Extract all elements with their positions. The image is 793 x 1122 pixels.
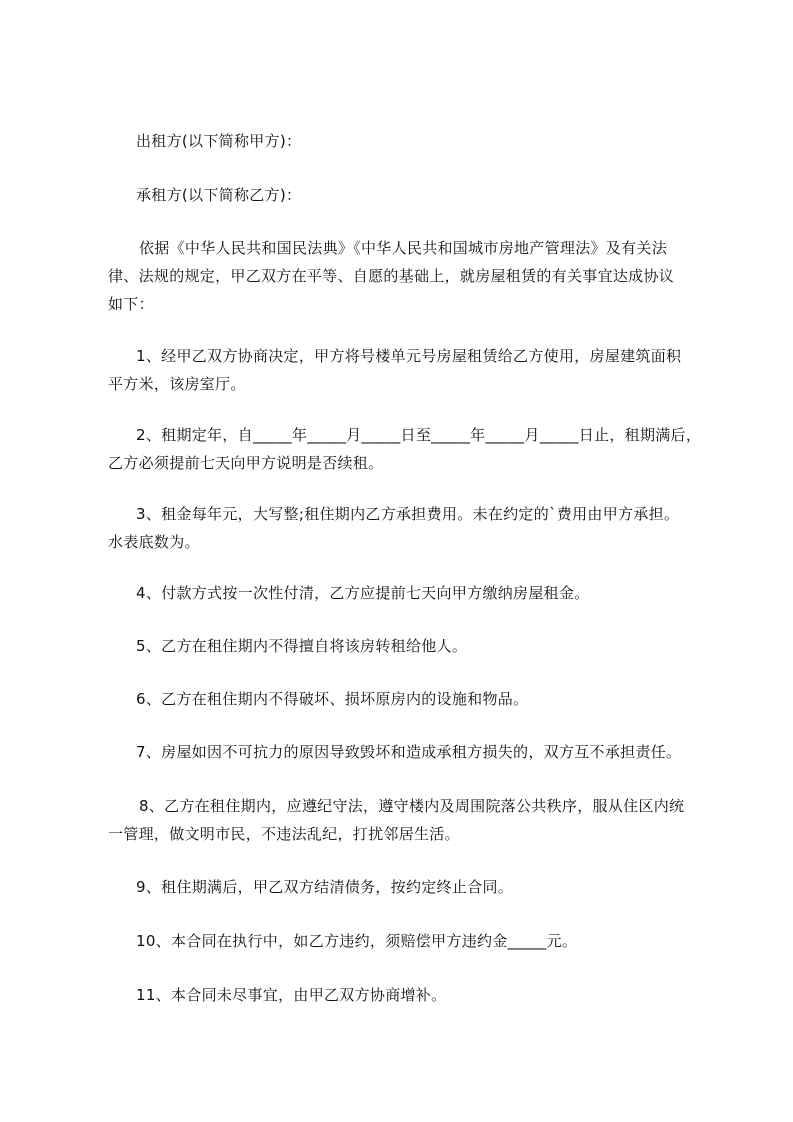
preamble-line-3: 如下： [108,295,154,313]
lessee-line: 承租方(以下简称乙方)： [136,186,302,204]
clause-3-line-1: 3、租金每年元，大写整;租住期内乙方承担费用。未在约定的`费用由甲方承担。 [136,505,680,523]
clause-2-line-1: 2、租期定年，自_____年_____月_____日至_____年_____月_____日止，租期满后， [136,426,702,444]
preamble-line-2: 律、法规的规定，甲乙双方在平等、自愿的基础上，就房屋租赁的有关事宜达成协议 [108,267,675,285]
clause-9: 9、租住期满后，甲乙双方结清债务，按约定终止合同。 [136,878,514,896]
clause-4: 4、付款方式按一次性付清，乙方应提前七天向甲方缴纳房屋租金。 [136,584,590,602]
clause-3-line-2: 水表底数为。 [108,533,200,551]
clause-10: 10、本合同在执行中，如乙方违约，须赔偿甲方违约金_____元。 [136,932,578,950]
clause-1-line-2: 平方米，该房室厅。 [108,375,246,393]
clause-2-line-2: 乙方必须提前七天向甲方说明是否续租。 [108,454,384,472]
clause-1-line-1: 1、经甲乙双方协商决定，甲方将号楼单元号房屋租赁给乙方使用，房屋建筑面积 [136,347,682,365]
lessor-line: 出租方(以下简称甲方)： [136,132,302,150]
clause-5: 5、乙方在租住期内不得擅自将该房转租给他人。 [136,637,468,655]
clause-8-line-1: 8、乙方在租住期内，应遵纪守法，遵守楼内及周围院落公共秩序，服从住区内统 [139,797,685,815]
clause-8-line-2: 一管理，做文明市民，不违法乱纪，打扰邻居生活。 [108,825,460,843]
clause-11: 11、本合同未尽事宜，由甲乙双方协商增补。 [136,986,447,1004]
clause-6: 6、乙方在租住期内不得破坏、损坏原房内的设施和物品。 [136,690,529,708]
clause-7: 7、房屋如因不可抗力的原因导致毁坏和造成承租方损失的，双方互不承担责任。 [136,743,682,761]
preamble-line-1: 依据《中华人民共和国民法典》《中华人民共和国城市房地产管理法》及有关法 [139,239,668,257]
